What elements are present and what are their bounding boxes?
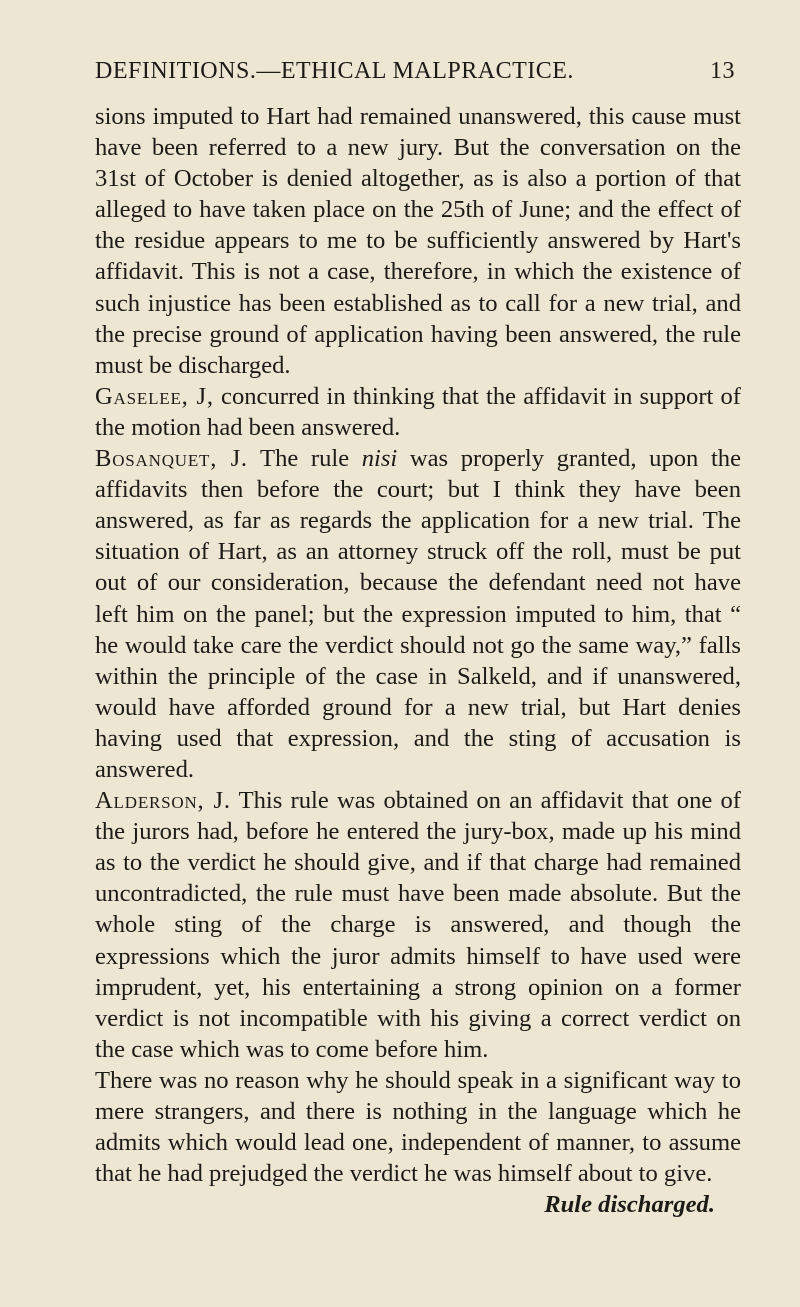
- page-number: 13: [710, 58, 735, 84]
- paragraph-text: There was no reason why he should speak in a significant way to mere strangers, and there is nothing in the language which he admits which would lead one, independent of manner, to assume that he had prejudged the verdict he was himself about to give.: [95, 1066, 741, 1188]
- paragraph-text: This rule was obtained on an affidavit that one of the jurors had, before he entered the jury-box, made up his mind as to the verdict he should give, and if that charge had remained uncontradicted, the rule must have been made absolute. But the whole sting of the charge is answered, and though the expressions which the juror admits himself to have used were imprudent, yet, his entertaining a strong opinion on a former verdict is not incompatible with his giving a correct verdict on the case which was to come before him.: [95, 787, 741, 1063]
- page-header: [95, 58, 735, 88]
- paragraph-1: [95, 101, 741, 381]
- running-head: DEFINITIONS.—ETHICAL MALPRACTICE.: [95, 58, 574, 84]
- closing-line: [95, 1189, 741, 1220]
- paragraph-alderson: [95, 785, 741, 1065]
- rule-discharged: Rule discharged.: [544, 1191, 715, 1219]
- judge-name: Alderson, J.: [95, 787, 231, 815]
- italic-term: nisi: [361, 445, 398, 473]
- paragraph-text: was properly granted, upon the affidavits then before the court; but I think they have been answered, as far as regards the application for a new trial. The situation of Hart, as an attorney struck off the roll, must be put out of our consideration, because the defendant need not have left him on the panel; but the expression imputed to him, that “ he would take care the verdict should not go the same way,” falls within the principle of the case in Salkeld, and if unanswered, would have afforded ground for a new trial, but Hart denies having used that expression, and the sting of accusation is answered.: [95, 445, 741, 783]
- paragraph-bosanquet: [95, 443, 741, 785]
- paragraph-gaselee: [95, 381, 741, 443]
- body-text: [95, 101, 741, 1220]
- paragraph-text-lead: The rule: [247, 445, 362, 473]
- paragraph-text: concurred in thinking that the affidavit in support of the motion had been answered.: [95, 382, 741, 441]
- judge-name: Gaselee, J,: [95, 382, 214, 410]
- judge-name: Bosanquet, J.: [95, 445, 248, 473]
- paragraph-text: sions imputed to Hart had remained unanswered, this cause must have been referred to a new jury. But the conversation on the 31st of October is denied altogether, as is also a portion of that alleged to have taken place on the 25th of June; and the effect of the residue appears to me to be sufficiently answered by Hart's affidavit. This is not a case, therefore, in which the existence of such injustice has been established as to call for a new trial, and the precise ground of application having been answered, the rule must be discharged.: [95, 103, 741, 379]
- paragraph-final: [95, 1065, 741, 1189]
